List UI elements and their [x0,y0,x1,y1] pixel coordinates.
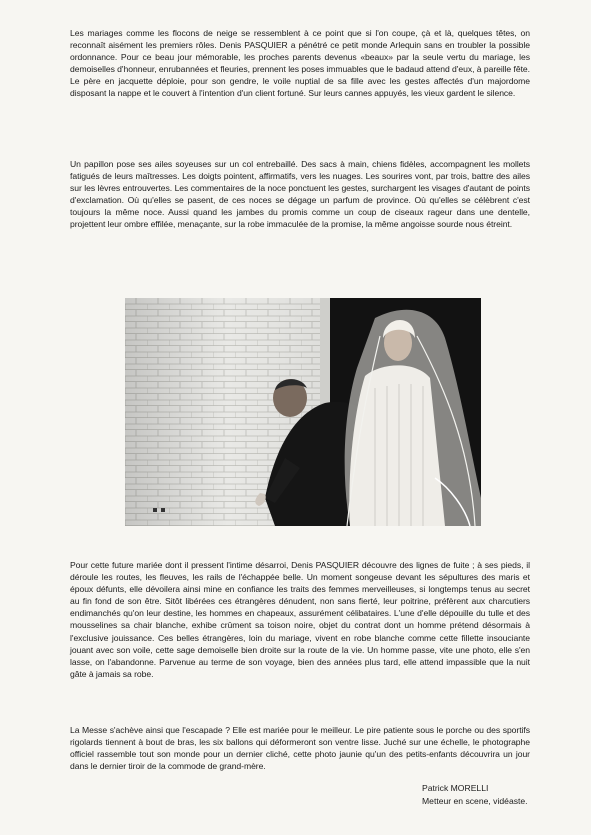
wedding-photo [125,298,481,526]
author-name: Patrick MORELLI [422,783,489,793]
paragraph-1: Les mariages comme les flocons de neige se ressemblent à ce point que si l'on coupe, çà et là, quelques têtes, on reconnaît aisément les premiers rôles. Denis PASQUIER a pénétré ce petit monde Arlequin sans en troubler la possible ordonnance. Pour ce beau jour mémorable, les proches parents devenus «beaux» par la seule vertu du mariage, les demoiselles d'honneur, enrubannées et fleuries, prennent les poses immuables que le badaud attend d'eux, à pareille fête. Le père en jacquette déploie, pour son gendre, le voile nuptial de sa fille avec les gestes affectés d'un majordome disposant la nappe et le couvert à l'intention d'un client fortuné. Sur leurs cannes appuyés, les vieux gardent le silence. [70,28,530,99]
paragraph-4: La Messe s'achève ainsi que l'escapade ? Elle est mariée pour le meilleur. Le pire patiente sous le porche ou des sportifs rigolards tiennent à bout de bras, les six ballons qui déformeront son ventre lisse. Juché sur une échelle, le photographe officiel rassemble tout son monde pour un dernier cliché, cette photo jaunie qu'un des petits-enfants découvrira un jour dans le dernier tiroir de la commode de grand-mère. [70,725,530,772]
paragraph-2: Un papillon pose ses ailes soyeuses sur un col entrebaillé. Des sacs à main, chiens fidèles, accompagnent les mollets fatigués de leurs maîtresses. Les doigts pointent, affirmatifs, vers les nuages. Les sourires vont, par trois, battre des ailes sur les lèvres entrouvertes. Les commentaires de la noce ponctuent les gestes, surchargent les visages d'autant de points d'exclamation. Où qu'elles se pasent, de ces noces se dégage un parfum de province. Où qu'elles se célèbrent c'est toujours la même noce. Aussi quand les jambes du promis comme un coup de ciseaux rageur dans une dentelle, projettent leur ombre effilée, menaçante, sur la robe immaculée de la promise, la même angoisse sourde nous étreint. [70,159,530,230]
author-role: Metteur en scene, vidéaste. [422,796,528,806]
paragraph-3: Pour cette future mariée dont il pressent l'intime désarroi, Denis PASQUIER découvre des lignes de fuite ; à ses pieds, il déroule les routes, les fleuves, les rails de l'échappée belle. Un moment songeuse devant les sépultures des maris et époux défunts, elle dévoilera ainsi mine en confiance les traits des femmes merveilleuses, si longtemps tenus au secret au fin fond de son être. Sitôt libérées ces étrangères dénudent, non sans fierté, leur poitrine, préfèrent aux charcutiers endimanchés qu'on leur destine, les hommes en chapeaux, assurément célibataires. L'une d'elle dépouille du tulle et des mousselines sa chair blanche, exhibe crûment sa toison noire, objet du contrat dont un homme prétend désormais à l'exclusive jouissance. Ces belles étrangères, loin du mariage, vivent en robe blanche comme cette fillette insouciante jouant avec son voile, cette sage demoiselle bien droite sur la route de la vie. Un homme passe, vite une photo, elle s'en lasse, on l'abandonne. Parvenue au terme de son voyage, bien des années plus tard, elle attend impassible que la nuit gâte à jamais sa robe. [70,560,530,679]
